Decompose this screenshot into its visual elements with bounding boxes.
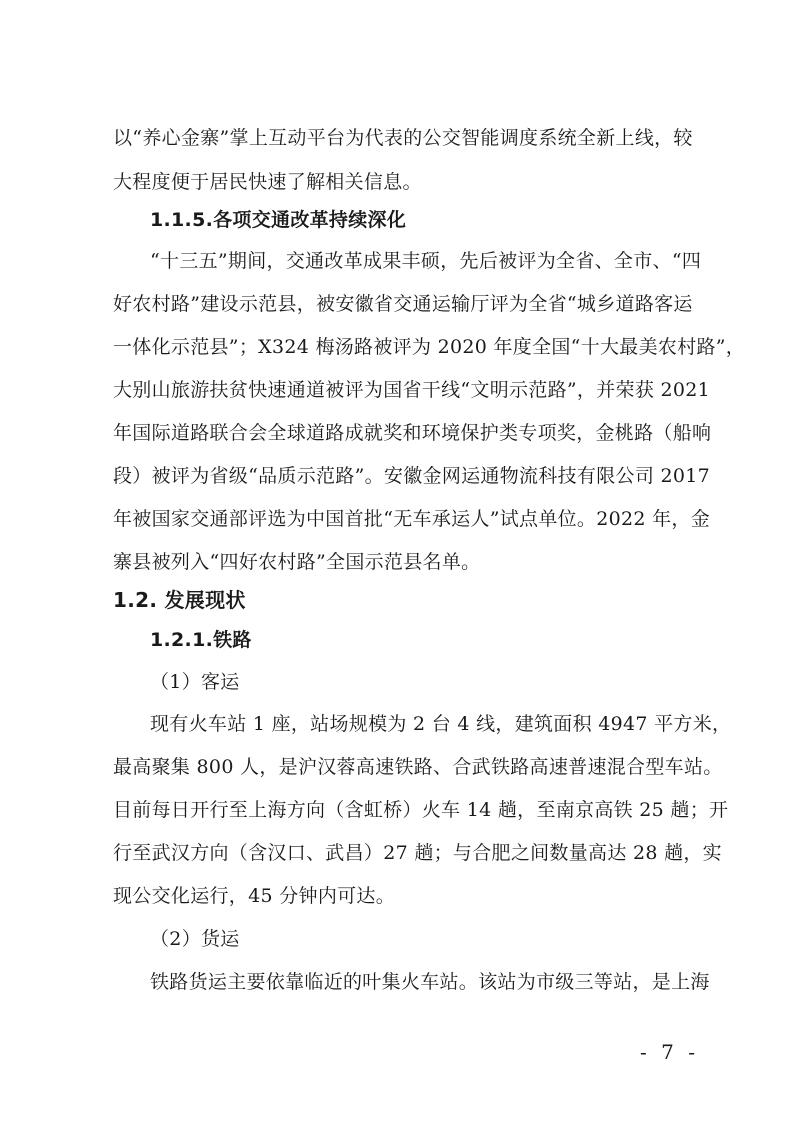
paragraph-line: 好农村路”建设示范县，被安徽省交通运输厅评为全省“城乡道路客运 (113, 293, 693, 315)
section-heading-1-1-5: 1.1.5.各项交通改革持续深化 (150, 209, 407, 231)
page-number: - 7 - (640, 1040, 699, 1064)
paragraph-line: 最高聚集 800 人，是沪汉蓉高速铁路、合武铁路高速普速混合型车站。 (113, 756, 723, 778)
section-heading-1-2-1: 1.2.1.铁路 (150, 629, 252, 651)
paragraph-line: 寨县被列入“四好农村路”全国示范县名单。 (113, 551, 481, 573)
subheading-freight: （2）货运 (150, 928, 240, 950)
section-heading-1-2: 1.2. 发展现状 (113, 588, 246, 612)
paragraph-line: 年国际道路联合会全球道路成就奖和环境保护类专项奖，金桃路（船响 (113, 422, 712, 444)
paragraph-line: 铁路货运主要依靠临近的叶集火车站。该站为市级三等站，是上海 (150, 971, 710, 993)
paragraph-line: 以“养心金寨”掌上互动平台为代表的公交智能调度系统全新上线，较 (113, 127, 693, 149)
paragraph-line: 年被国家交通部评选为中国首批“无车承运人”试点单位。2022 年，金 (113, 508, 711, 530)
paragraph-line: 目前每日开行至上海方向（含虹桥）火车 14 趟，至南京高铁 25 趟；开 (113, 799, 729, 821)
subheading-passenger: （1）客运 (150, 671, 240, 693)
paragraph-line: 大别山旅游扶贫快速通道被评为国省干线“文明示范路”，并荣获 2021 (113, 379, 711, 401)
paragraph-line: 现有火车站 1 座，站场规模为 2 台 4 线，建筑面积 4947 平方米， (150, 713, 732, 735)
paragraph-line: 段）被评为省级“品质示范路”。安徽金网运通物流科技有限公司 2017 (113, 465, 711, 487)
paragraph-line: 现公交化运行，45 分钟内可达。 (113, 885, 396, 907)
paragraph-line: 大程度便于居民快速了解相关信息。 (113, 171, 422, 193)
paragraph-line: 一体化示范县”；X324 梅汤路被评为 2020 年度全国“十大最美农村路”， (113, 336, 746, 358)
paragraph-line: “十三五”期间，交通改革成果丰硕，先后被评为全省、全市、“四 (150, 250, 702, 272)
paragraph-line: 行至武汉方向（含汉口、武昌）27 趟；与合肥之间数量高达 28 趟，实 (113, 842, 722, 864)
